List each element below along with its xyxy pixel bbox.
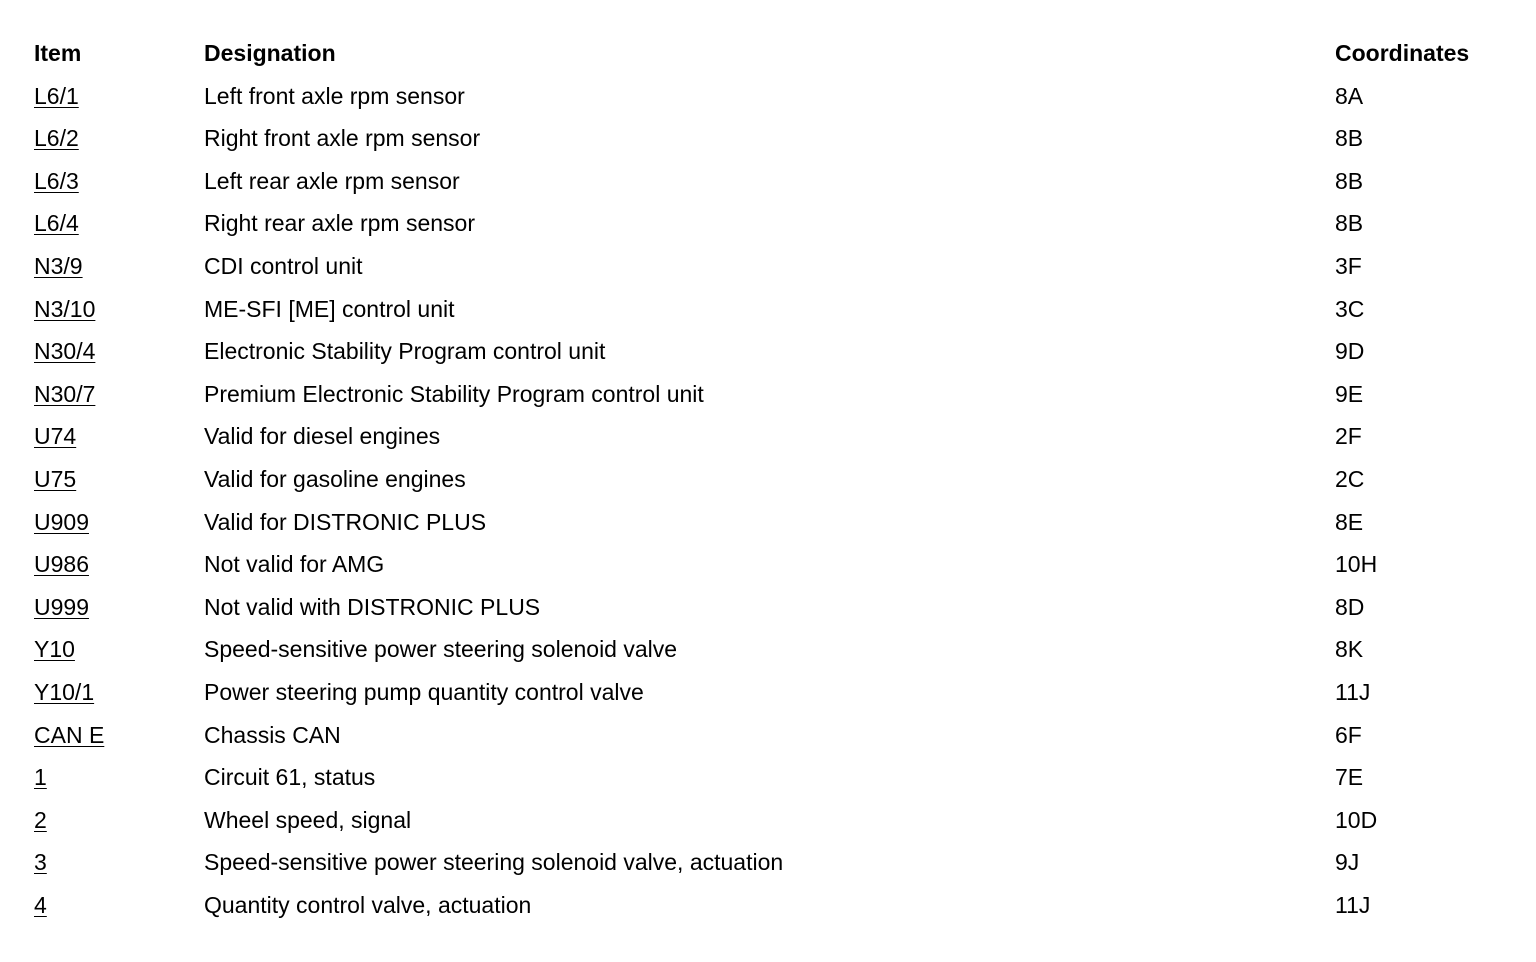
coordinates-cell: 8K: [1335, 636, 1364, 663]
designation-cell: Chassis CAN: [204, 721, 341, 748]
designation-cell: Left front axle rpm sensor: [204, 82, 465, 109]
table-row: [34, 841, 1514, 884]
table-row: [34, 330, 1514, 373]
table-row: [34, 884, 1514, 927]
coordinates-cell: 8E: [1335, 508, 1364, 535]
item-link[interactable]: U909: [34, 508, 89, 535]
header-item: Item: [34, 40, 82, 66]
coordinates-cell: 2C: [1335, 465, 1365, 492]
legend-table: [34, 32, 1514, 926]
table-row: [34, 458, 1514, 501]
designation-cell: Right rear axle rpm sensor: [204, 210, 475, 237]
item-link[interactable]: Y10: [34, 636, 75, 663]
table-row: [34, 799, 1514, 842]
table-row: [34, 543, 1514, 586]
header-designation: Designation: [204, 40, 336, 66]
coordinates-cell: 9E: [1335, 380, 1364, 407]
designation-cell: Left rear axle rpm sensor: [204, 167, 460, 194]
header-coordinates: Coordinates: [1335, 40, 1470, 66]
item-link[interactable]: N30/7: [34, 380, 96, 407]
table-header: [34, 32, 1514, 75]
designation-cell: Speed-sensitive power steering solenoid valve: [204, 636, 678, 663]
item-link[interactable]: N3/9: [34, 252, 83, 279]
table-row: [34, 202, 1514, 245]
item-link[interactable]: 3: [34, 849, 47, 876]
coordinates-cell: 11J: [1335, 891, 1371, 918]
designation-cell: Right front axle rpm sensor: [204, 125, 481, 152]
coordinates-cell: 7E: [1335, 764, 1364, 791]
designation-cell: Power steering pump quantity control valve: [204, 678, 644, 705]
item-link[interactable]: U999: [34, 593, 89, 620]
designation-cell: Valid for gasoline engines: [204, 465, 466, 492]
designation-cell: Valid for diesel engines: [204, 423, 441, 450]
item-link[interactable]: N3/10: [34, 295, 96, 322]
table-row: [34, 245, 1514, 288]
coordinates-cell: 3C: [1335, 295, 1365, 322]
item-link[interactable]: U986: [34, 551, 89, 578]
table-row: [34, 671, 1514, 714]
designation-cell: Valid for DISTRONIC PLUS: [204, 508, 487, 535]
coordinates-cell: 2F: [1335, 423, 1362, 450]
designation-cell: Quantity control valve, actuation: [204, 891, 532, 918]
item-link[interactable]: 4: [34, 891, 47, 918]
item-link[interactable]: U74: [34, 423, 77, 450]
table-row: [34, 373, 1514, 416]
item-link[interactable]: Y10/1: [34, 678, 95, 705]
coordinates-cell: 10D: [1335, 806, 1378, 833]
coordinates-cell: 6F: [1335, 721, 1362, 748]
coordinates-cell: 9J: [1335, 849, 1360, 876]
item-link[interactable]: L6/4: [34, 210, 79, 237]
item-link[interactable]: CAN E: [34, 721, 105, 748]
designation-cell: Speed-sensitive power steering solenoid valve, actuation: [204, 849, 784, 876]
item-link[interactable]: L6/1: [34, 82, 79, 109]
table-row: [34, 117, 1514, 160]
table-row: [34, 160, 1514, 203]
item-link[interactable]: L6/3: [34, 167, 79, 194]
coordinates-cell: 8D: [1335, 593, 1365, 620]
item-link[interactable]: 1: [34, 764, 47, 791]
coordinates-cell: 8A: [1335, 82, 1364, 109]
designation-cell: Premium Electronic Stability Program control unit: [204, 380, 704, 407]
item-link[interactable]: 2: [34, 806, 47, 833]
item-link[interactable]: L6/2: [34, 125, 79, 152]
coordinates-cell: 3F: [1335, 252, 1362, 279]
table-row: [34, 628, 1514, 671]
table-row: [34, 586, 1514, 629]
table-row: [34, 714, 1514, 757]
designation-cell: Electronic Stability Program control unit: [204, 338, 606, 365]
table-row: [34, 756, 1514, 799]
designation-cell: Not valid with DISTRONIC PLUS: [204, 593, 541, 620]
coordinates-cell: 9D: [1335, 338, 1365, 365]
table-row: [34, 501, 1514, 544]
table-row: [34, 415, 1514, 458]
coordinates-cell: 8B: [1335, 167, 1364, 194]
coordinates-cell: 10H: [1335, 551, 1378, 578]
item-link[interactable]: U75: [34, 465, 77, 492]
table-row: [34, 75, 1514, 118]
designation-cell: CDI control unit: [204, 252, 363, 279]
designation-cell: Circuit 61, status: [204, 764, 376, 791]
item-link[interactable]: N30/4: [34, 338, 96, 365]
coordinates-cell: 8B: [1335, 210, 1364, 237]
table-row: [34, 288, 1514, 331]
designation-cell: Not valid for AMG: [204, 551, 385, 578]
coordinates-cell: 8B: [1335, 125, 1364, 152]
coordinates-cell: 11J: [1335, 678, 1371, 705]
designation-cell: Wheel speed, signal: [204, 806, 412, 833]
designation-cell: ME-SFI [ME] control unit: [204, 295, 455, 322]
